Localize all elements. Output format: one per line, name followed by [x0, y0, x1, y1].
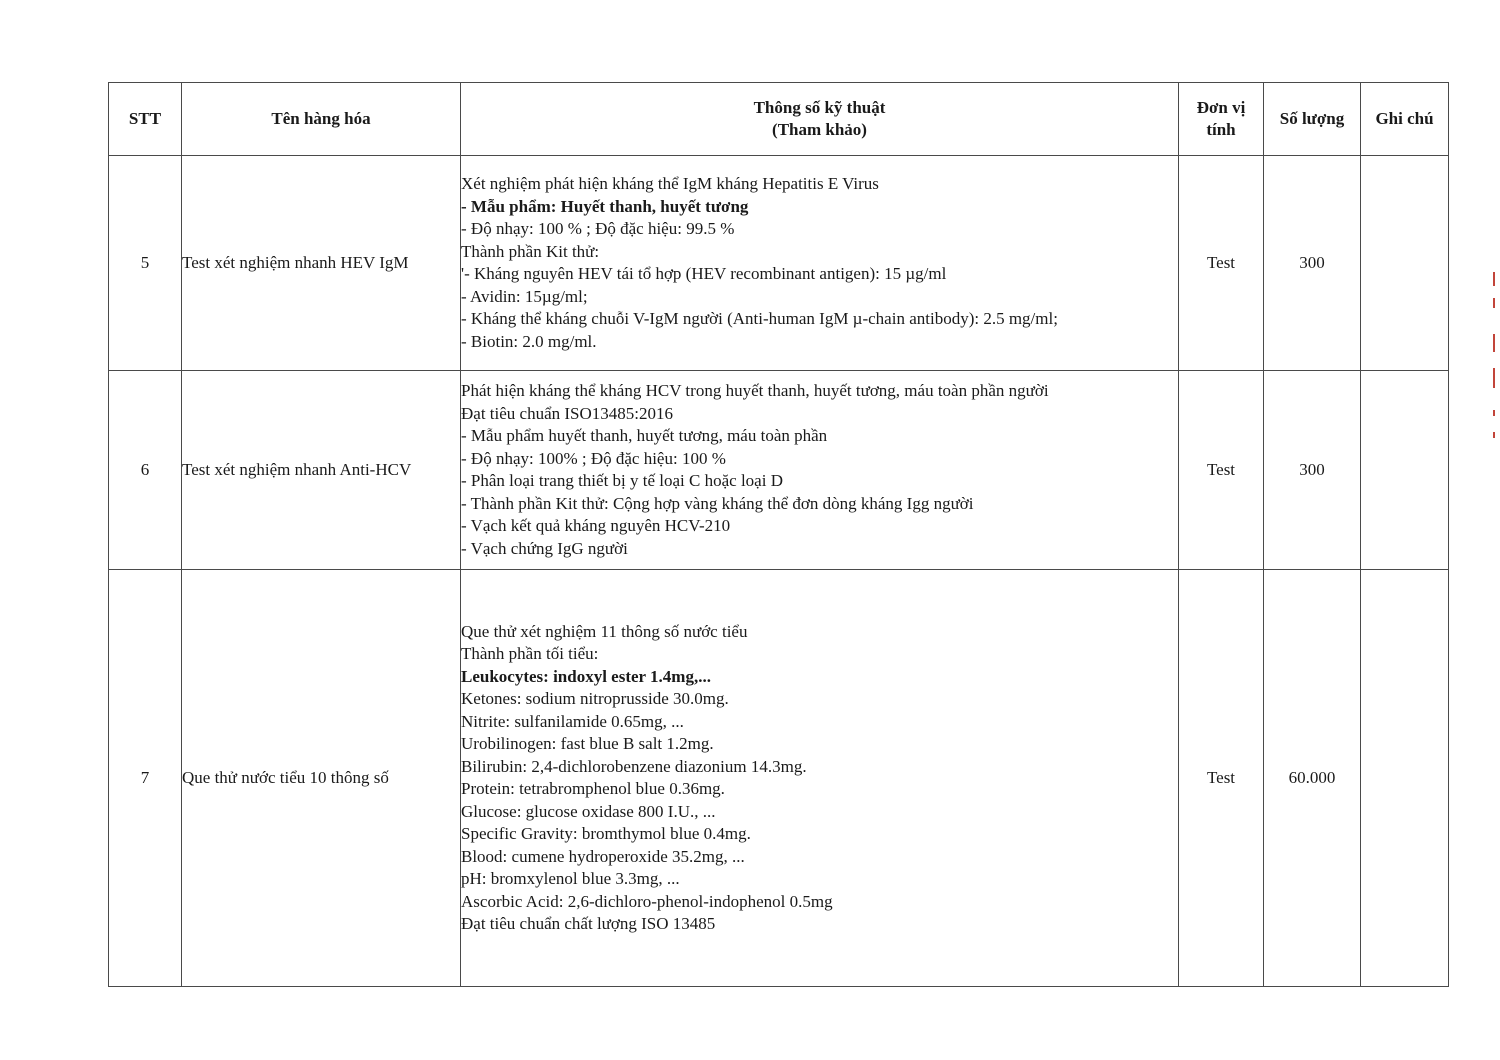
header-unit [1179, 83, 1264, 156]
cell-name: Que thử nước tiểu 10 thông số [182, 570, 461, 987]
cell-qty: 300 [1264, 156, 1361, 371]
spec-line: Blood: cumene hydroperoxide 35.2mg, ... [461, 846, 745, 866]
spec-line: Phát hiện kháng thể kháng HCV trong huyết thanh, huyết tương, máu toàn phần người [461, 381, 1049, 400]
cell-unit: Test [1179, 371, 1264, 570]
spec-line: '- Kháng nguyên HEV tái tổ hợp (HEV recombinant antigen): 15 µg/ml [461, 264, 947, 283]
header-spec [461, 83, 1179, 156]
spec-line: Specific Gravity: bromthymol blue 0.4mg. [461, 824, 751, 843]
header-name: Tên hàng hóa [182, 83, 461, 156]
header-note: Ghi chú [1361, 83, 1449, 156]
cell-qty: 300 [1264, 371, 1361, 570]
table-row [109, 570, 1449, 987]
cell-stt: 7 [109, 570, 182, 987]
spec-line: - Độ nhạy: 100 % ; Độ đặc hiệu: 99.5 % [461, 219, 735, 238]
cell-name: Test xét nghiệm nhanh Anti-HCV [182, 371, 461, 570]
spec-line: pH: bromxylenol blue 3.3mg, ... [461, 869, 680, 888]
spec-line: Leukocytes: indoxyl ester 1.4mg,... [461, 666, 711, 686]
spec-line: - Vạch kết quả kháng nguyên HCV-210 [461, 516, 731, 535]
spec-line: Ascorbic Acid: 2,6-dichloro-phenol-indophenol 0.5mg [461, 891, 833, 911]
table-row [109, 371, 1449, 570]
cell-spec [461, 371, 1179, 570]
margin-mark [1493, 334, 1495, 352]
cell-note [1361, 371, 1449, 570]
spec-line: Ketones: sodium nitroprusside 30.0mg. [461, 689, 729, 708]
cell-note [1361, 156, 1449, 371]
header-spec-line1: Thông số kỹ thuật [753, 98, 886, 117]
spec-line: Que thử xét nghiệm 11 thông số nước tiểu [461, 621, 748, 641]
header-spec-line2: (Tham khảo) [772, 120, 867, 139]
cell-qty: 60.000 [1264, 570, 1361, 987]
cell-stt: 6 [109, 371, 182, 570]
header-unit-line2: tính [1206, 120, 1236, 139]
spec-line: Urobilinogen: fast blue B salt 1.2mg. [461, 734, 714, 753]
cell-stt: 5 [109, 156, 182, 371]
cell-unit: Test [1179, 570, 1264, 987]
spec-line: - Độ nhạy: 100% ; Độ đặc hiệu: 100 % [461, 448, 726, 468]
spec-line: Xét nghiệm phát hiện kháng thể IgM kháng Hepatitis E Virus [461, 174, 879, 193]
cell-spec [461, 156, 1179, 371]
spec-line: Nitrite: sulfanilamide 0.65mg, ... [461, 711, 684, 731]
spec-line: - Biotin: 2.0 mg/ml. [461, 331, 597, 351]
cell-name: Test xét nghiệm nhanh HEV IgM [182, 156, 461, 371]
table-header-row [109, 83, 1449, 156]
margin-mark [1493, 410, 1495, 416]
margin-mark [1493, 272, 1495, 286]
header-qty: Số lượng [1264, 83, 1361, 156]
cell-note [1361, 570, 1449, 987]
spec-line: - Mẫu phẩm: Huyết thanh, huyết tương [461, 196, 749, 216]
spec-line: - Kháng thể kháng chuỗi V-IgM người (Anti-human IgM µ-chain antibody): 2.5 mg/ml; [461, 309, 1058, 328]
cell-spec [461, 570, 1179, 987]
spec-line: Thành phần tối tiểu: [461, 644, 599, 663]
spec-line: Glucose: glucose oxidase 800 I.U., ... [461, 801, 716, 821]
table-row [109, 156, 1449, 371]
margin-mark [1493, 298, 1495, 308]
spec-line: - Avidin: 15µg/ml; [461, 286, 588, 306]
spec-line: Đạt tiêu chuẩn ISO13485:2016 [461, 403, 673, 423]
margin-mark [1493, 368, 1495, 388]
scan-margin-marks [1490, 272, 1500, 452]
spec-line: - Mẫu phẩm huyết thanh, huyết tương, máu toàn phần [461, 426, 828, 445]
spec-line: - Phân loại trang thiết bị y tế loại C hoặc loại D [461, 471, 783, 490]
spec-line: Bilirubin: 2,4-dichlorobenzene diazonium 14.3mg. [461, 756, 807, 776]
spec-line: Đạt tiêu chuẩn chất lượng ISO 13485 [461, 914, 716, 933]
spec-line: Protein: tetrabromphenol blue 0.36mg. [461, 779, 725, 798]
spec-line: - Vạch chứng IgG người [461, 538, 628, 558]
margin-mark [1493, 432, 1495, 438]
spec-line: - Thành phần Kit thử: Cộng hợp vàng kháng thể đơn dòng kháng Igg người [461, 493, 974, 513]
header-stt: STT [109, 83, 182, 156]
header-unit-line1: Đơn vị [1196, 98, 1246, 117]
cell-unit: Test [1179, 156, 1264, 371]
spec-line: Thành phần Kit thử: [461, 241, 600, 261]
specification-table [108, 82, 1449, 987]
